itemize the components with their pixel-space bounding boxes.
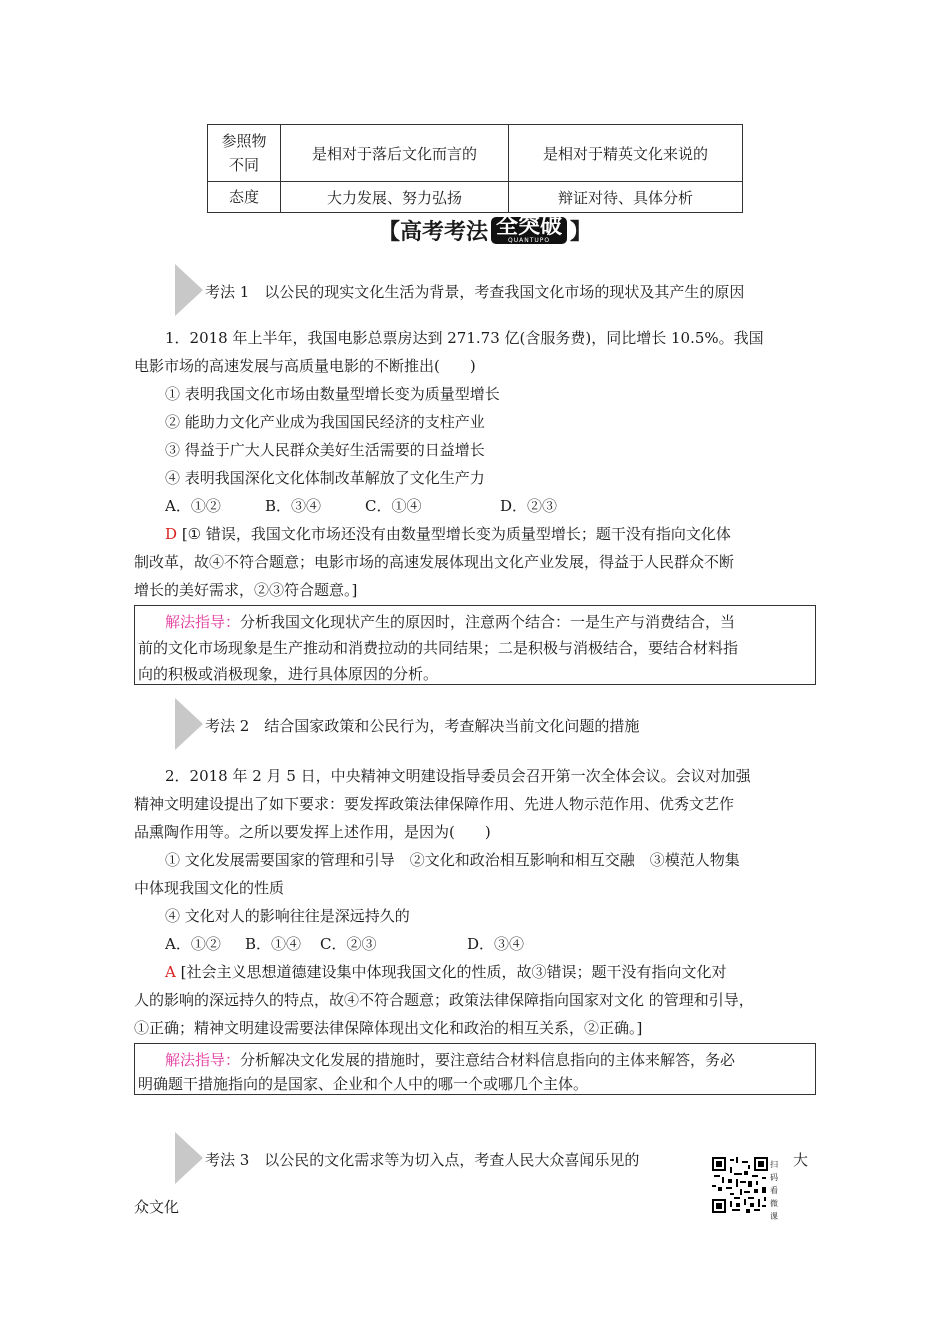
q2-option: ④ 文化对人的影响往往是深远持久的 [165, 907, 410, 925]
table-row [208, 125, 743, 182]
arrow-marker-icon [175, 1132, 203, 1184]
tip1-line: 前的文化市场现象是生产推动和消费拉动的共同结果；二是积极与消极结合，要结合材料指 [138, 639, 739, 657]
q2-choice: B．①④ [245, 935, 302, 953]
tip-label: 解法指导： [165, 613, 241, 631]
qr-label: 扫码看微课 [770, 1160, 778, 1221]
table-cell: 辩证对待、具体分析 [509, 182, 743, 213]
arrow-marker-icon [175, 698, 203, 750]
q1-stem-line: 1．2018 年上半年，我国电影总票房达到 271.73 亿(含服务费)，同比增长 10.5%。我国 [165, 329, 764, 347]
q1-answer: D [165, 525, 178, 543]
q1-choice: C．①④ [365, 497, 422, 515]
q2-option: ① 文化发展需要国家的管理和引导 ②文化和政治相互影响和相互交融 ③模范人物集 [165, 851, 740, 869]
row-label: 态度 [208, 182, 281, 213]
q1-explanation: D [① 错误，我国文化市场还没有由数量型增长变为质量型增长；题干没有指向文化体 [165, 525, 731, 543]
q2-explanation: A [社会主义思想道德建设集中体现我国文化的性质，故③错误；题干没有指向文化对 [165, 963, 727, 981]
table-cell: 是相对于精英文化来说的 [509, 125, 743, 182]
q2-stem-line: 品熏陶作用等。之所以要发挥上述作用，是因为( ) [134, 823, 491, 841]
kaofa-3-title: 考法 3 以公民的文化需求等为切入点，考查人民大众喜闻乐见的 [205, 1151, 640, 1169]
q1-choice: D．②③ [500, 497, 558, 515]
table-cell: 是相对于落后文化而言的 [281, 125, 509, 182]
arrow-marker-icon [175, 264, 203, 316]
q1-option: ③ 得益于广大人民群众美好生活需要的日益增长 [165, 441, 485, 459]
q1-explanation-line: 制改革，故④不符合题意；电影市场的高速发展体现出文化产业发展，得益于人民群众不断 [134, 553, 735, 571]
q1-choice: A．①② [165, 497, 221, 515]
q2-explanation-line: 人的影响的深远持久的特点，故④不符合题意；政策法律保障指向国家对文化 的管理和引导， [134, 991, 754, 1009]
table-row [208, 182, 743, 213]
q2-explanation-line: ①正确；精神文明建设需要法律保障体现出文化和政治的相互关系，②正确。] [134, 1019, 643, 1037]
tip1-line: 向的积极或消极现象，进行具体原因的分析。 [138, 665, 439, 683]
tip-label: 解法指导： [165, 1051, 241, 1069]
q1-option: ④ 表明我国深化文化体制改革解放了文化生产力 [165, 469, 485, 487]
q2-choice: D．③④ [467, 935, 525, 953]
tip2-line: 明确题干措施指向的是国家、企业和个人中的哪一个或哪几个主体。 [138, 1075, 589, 1093]
kaofa-2-title: 考法 2 结合国家政策和公民行为，考查解决当前文化问题的措施 [205, 717, 640, 735]
q2-choice: A．①② [165, 935, 221, 953]
comparison-table [207, 124, 743, 213]
q2-stem-line: 2．2018 年 2 月 5 日，中央精神文明建设指导委员会召开第一次全体会议。会议对加强 [165, 767, 751, 785]
q2-stem-line: 精神文明建设提出了如下要求：要发挥政策法律保障作用、先进人物示范作用、优秀文艺作 [134, 795, 735, 813]
section-banner: 【 高考考法 全突破 QUANTUPO 】 [378, 213, 593, 245]
q1-option: ② 能助力文化产业成为我国国民经济的支柱产业 [165, 413, 485, 431]
kaofa-1-title: 考法 1 以公民的现实文化生活为背景，考查我国文化市场的现状及其产生的原因 [205, 283, 745, 301]
row-label: 参照物 不同 [208, 125, 281, 182]
q1-option: ① 表明我国文化市场由数量型增长变为质量型增长 [165, 385, 500, 403]
banner-pill: 全突破 QUANTUPO [491, 217, 567, 244]
kaofa-3-title-continued: 众文化 [134, 1198, 180, 1216]
q1-stem-line: 电影市场的高速发展与高质量电影的不断推出( ) [134, 357, 476, 375]
tip2-line: 解法指导：分析解决文化发展的措施时，要注意结合材料信息指向的主体来解答，务必 [165, 1051, 736, 1069]
table-cell: 大力发展、努力弘扬 [281, 182, 509, 213]
q1-explanation-line: 增长的美好需求，②③符合题意。] [134, 581, 358, 599]
q2-choice: C．②③ [320, 935, 377, 953]
q2-option: 中体现我国文化的性质 [134, 879, 285, 897]
qr-code-icon[interactable] [712, 1157, 768, 1213]
q1-choice: B．③④ [265, 497, 322, 515]
q2-answer: A [165, 963, 176, 981]
kaofa-3-title-tail: 大 [793, 1151, 809, 1169]
banner-title: 高考考法 [400, 219, 489, 245]
tip1-line: 解法指导：分析我国文化现状产生的原因时，注意两个结合：一是生产与消费结合，当 [165, 613, 736, 631]
